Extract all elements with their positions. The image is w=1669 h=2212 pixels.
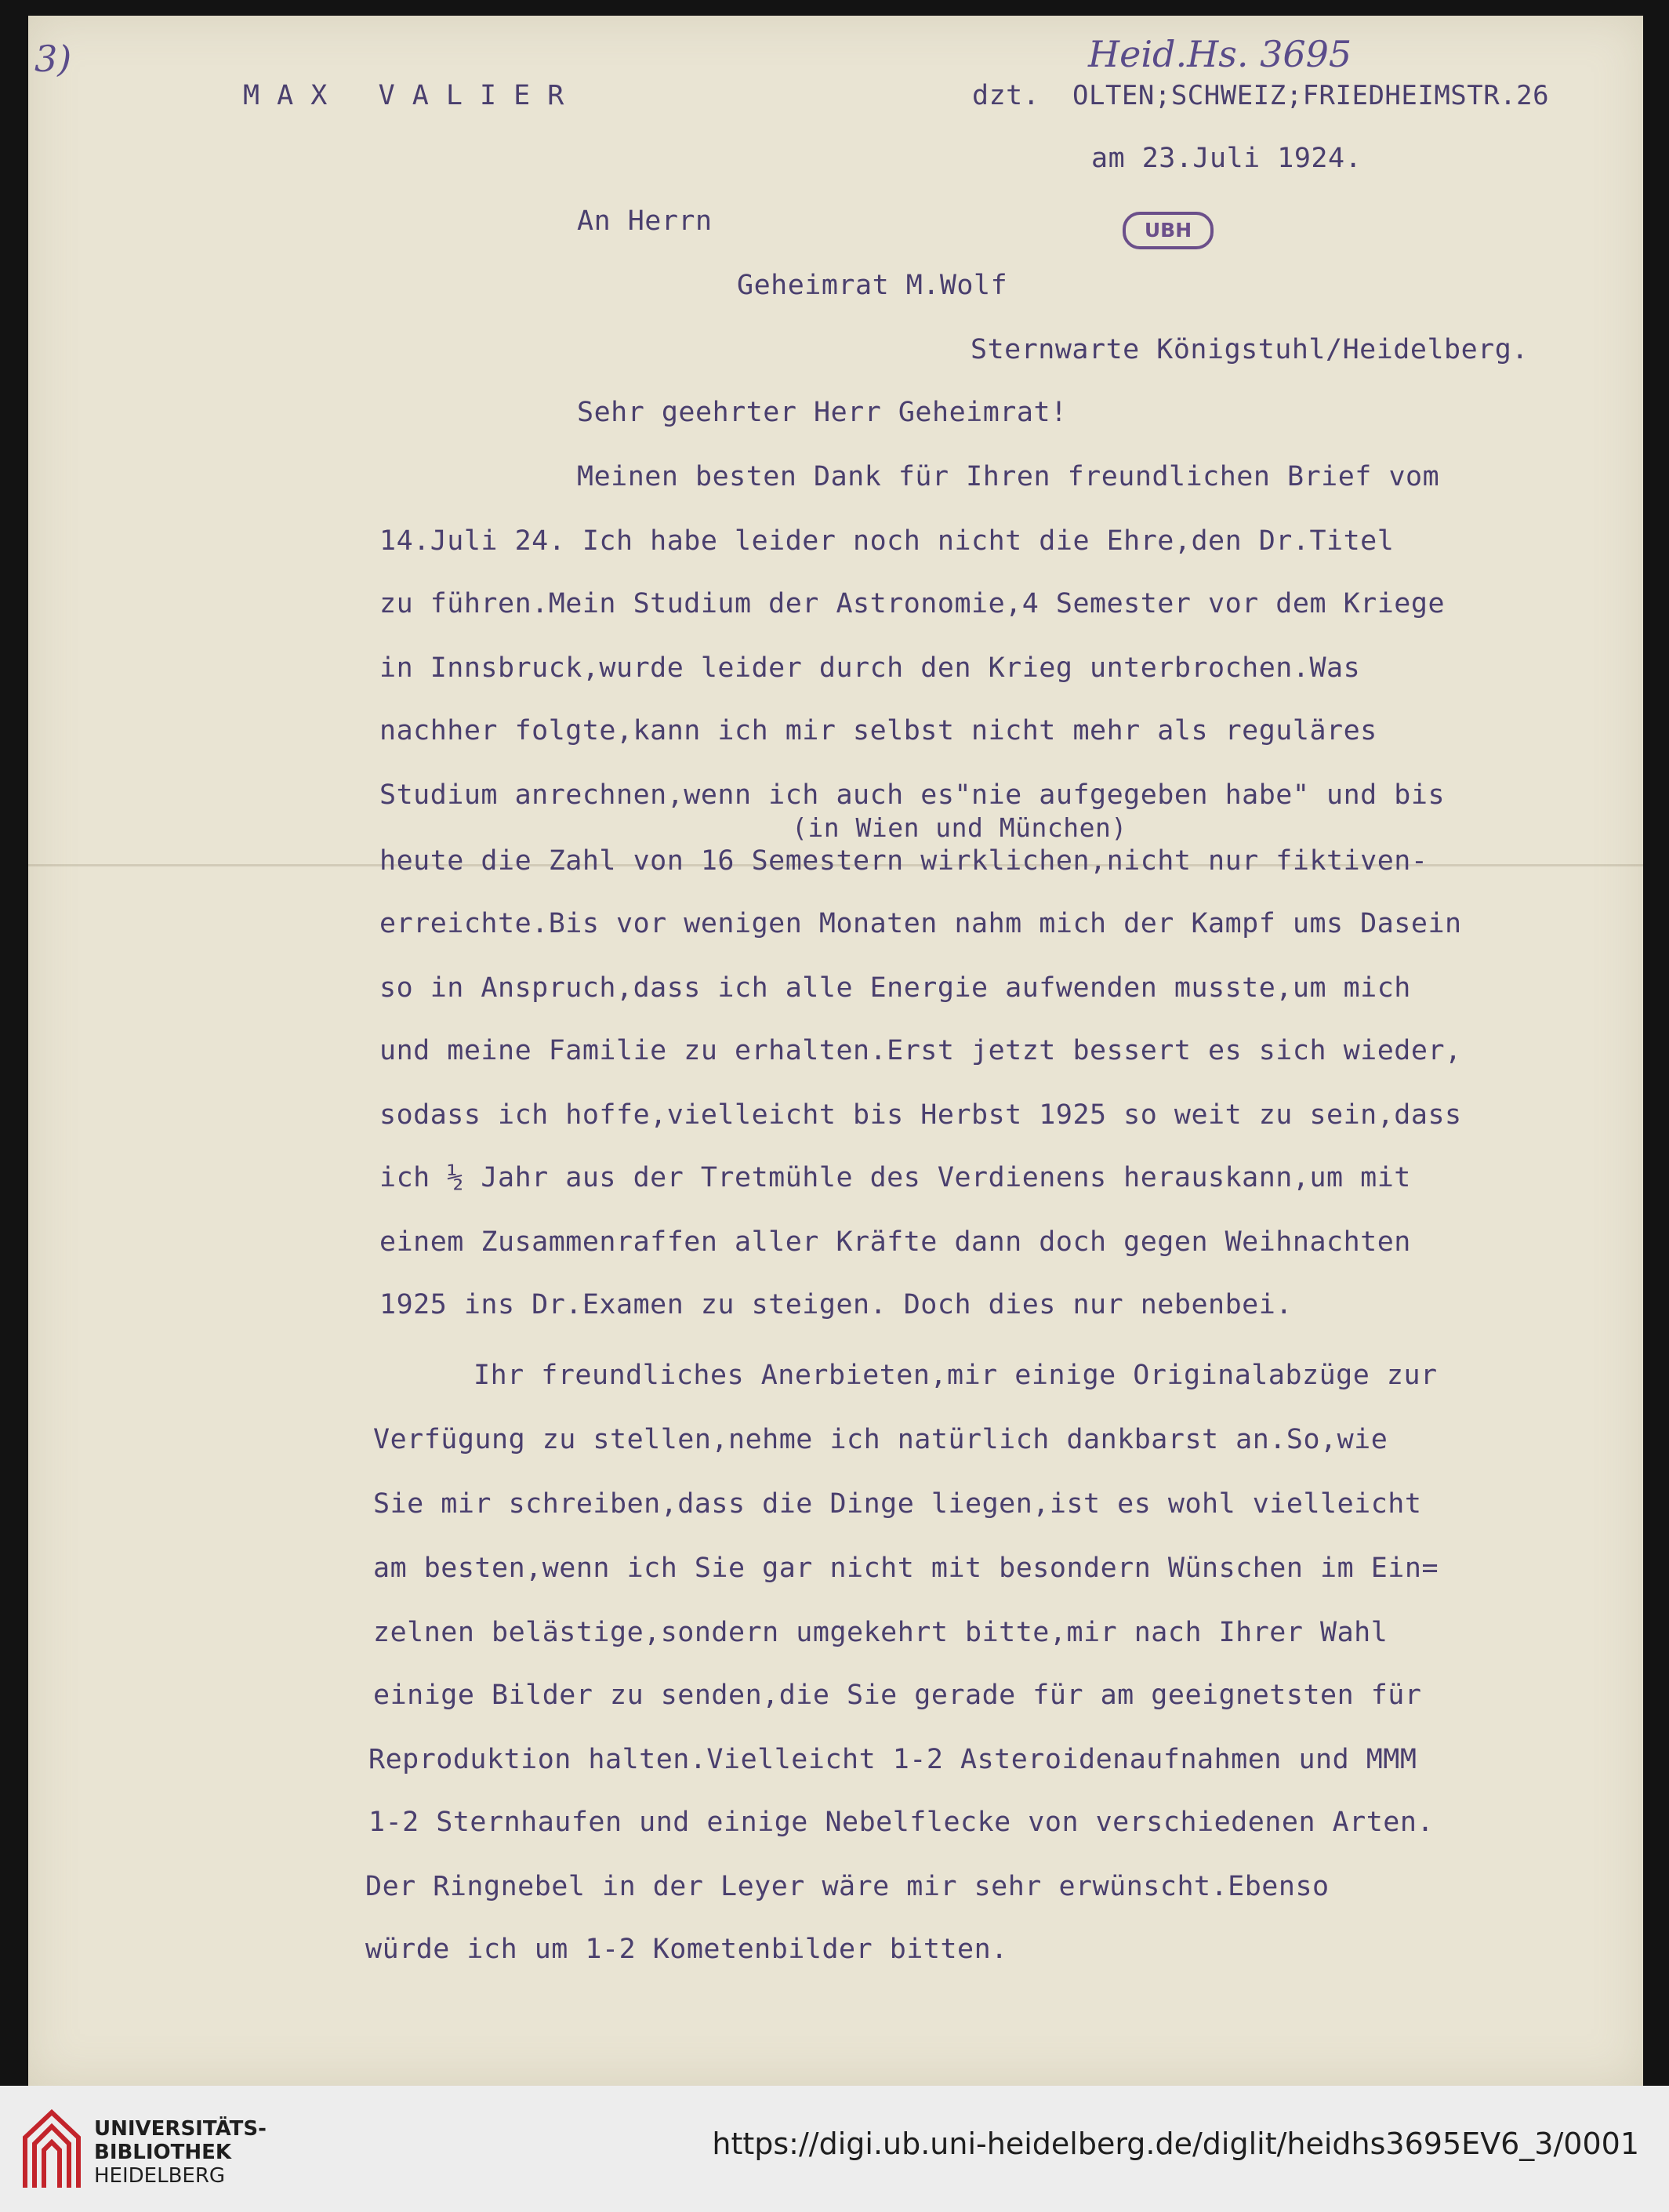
body-line: Sie mir schreiben,dass die Dinge liegen,ist es wohl vielleicht — [373, 1488, 1422, 1520]
footer-bar — [0, 2086, 1669, 2212]
body-line: Meinen besten Dank für Ihren freundlichen Brief vom — [577, 461, 1440, 492]
salutation-to: An Herrn — [577, 205, 713, 237]
page-number-mark: 3) — [34, 38, 72, 80]
greeting: Sehr geehrter Herr Geheimrat! — [577, 397, 1068, 428]
body-line: 1925 ins Dr.Examen zu steigen. Doch dies nur nebenbei. — [379, 1289, 1293, 1320]
body-line: und meine Familie zu erhalten.Erst jetzt bessert es sich wieder, — [379, 1035, 1462, 1066]
body-line: Verfügung zu stellen,nehme ich natürlich dankbarst an.So,wie — [373, 1424, 1388, 1455]
body-line: 1-2 Sternhaufen und einige Nebelflecke von verschiedenen Arten. — [368, 1807, 1435, 1838]
body-line: nachher folgte,kann ich mir selbst nicht mehr als reguläres — [379, 715, 1377, 746]
body-line: so in Anspruch,dass ich alle Energie aufwenden musste,um mich — [379, 972, 1411, 1004]
recipient-place: Sternwarte Königstuhl/Heidelberg. — [971, 334, 1529, 365]
sender-address: OLTEN;SCHWEIZ;FRIEDHEIMSTR.26 — [1072, 80, 1550, 111]
body-line: Ihr freundliches Anerbieten,mir einige Originalabzüge zur — [473, 1360, 1438, 1391]
body-line: in Innsbruck,wurde leider durch den Krieg unterbrochen.Was — [379, 652, 1361, 684]
recipient-name: Geheimrat M.Wolf — [737, 270, 1008, 301]
sender-name: M A X V A L I E R — [243, 80, 564, 111]
body-line: zelnen belästige,sondern umgekehrt bitte,mir nach Ihrer Wahl — [373, 1617, 1388, 1648]
body-line: Studium anrechnen,wenn ich auch es"nie aufgegeben habe" und bis — [379, 779, 1446, 811]
body-line: einige Bilder zu senden,die Sie gerade für am geeignetsten für — [373, 1680, 1422, 1711]
body-line: 14.Juli 24. Ich habe leider noch nicht die Ehre,den Dr.Titel — [379, 525, 1395, 557]
body-line: sodass ich hoffe,vielleicht bis Herbst 1925 so weit zu sein,dass — [379, 1099, 1462, 1131]
letter-date: am 23.Juli 1924. — [1091, 143, 1362, 174]
body-line: ich ½ Jahr aus der Tretmühle des Verdienens herauskann,um mit — [379, 1162, 1411, 1193]
address-prefix: dzt. — [972, 80, 1040, 111]
library-name-line1: UNIVERSITÄTS- — [94, 2117, 267, 2141]
body-line: würde ich um 1-2 Kometenbilder bitten. — [365, 1934, 1008, 1965]
library-stamp: UBH — [1123, 212, 1214, 249]
body-line: erreichte.Bis vor wenigen Monaten nahm mich der Kampf ums Dasein — [379, 908, 1462, 939]
body-line: Reproduktion halten.Vielleicht 1-2 Asteroidenaufnahmen und MMM — [368, 1744, 1417, 1775]
body-line: zu führen.Mein Studium der Astronomie,4 Semester vor dem Kriege — [379, 588, 1446, 619]
body-line: heute die Zahl von 16 Semestern wirklichen,nicht nur fiktiven- — [379, 845, 1428, 877]
body-line: Der Ringnebel in der Leyer wäre mir sehr erwünscht.Ebenso — [365, 1871, 1330, 1902]
shelfmark-annotation: Heid.Hs. 3695 — [1088, 33, 1352, 75]
library-name-line3: HEIDELBERG — [94, 2164, 226, 2188]
permalink-url[interactable]: https://digi.ub.uni-heidelberg.de/diglit/heidhs3695EV6_3/0001 — [712, 2127, 1639, 2161]
library-name-line2: BIBLIOTHEK — [94, 2141, 232, 2164]
body-line: am besten,wenn ich Sie gar nicht mit besondern Wünschen im Ein= — [373, 1553, 1439, 1584]
body-line: einem Zusammenraffen aller Kräfte dann doch gegen Weihnachten — [379, 1226, 1411, 1258]
library-logo-icon — [20, 2106, 83, 2192]
handwritten-insertion: (in Wien und München) — [792, 812, 1127, 843]
letter-sheet — [28, 16, 1643, 2086]
